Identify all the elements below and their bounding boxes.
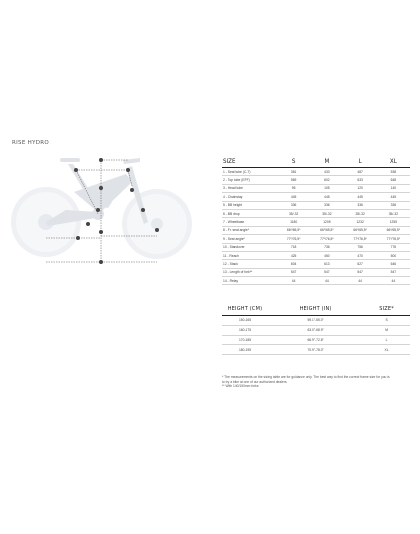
sizing-table — [222, 303, 410, 355]
sizing-row — [222, 335, 410, 345]
geometry-cell: 35/-32 — [310, 209, 343, 217]
sizing-cell: 180-195 — [222, 345, 268, 355]
geometry-cell: 547 — [344, 268, 377, 276]
geometry-cell: 95 — [277, 184, 310, 192]
geometry-cell: 445 — [377, 193, 410, 201]
geometry-cell: 44 — [310, 277, 343, 285]
front-wheel — [122, 189, 192, 259]
geometry-cell: 547 — [277, 268, 310, 276]
geometry-table — [222, 157, 410, 285]
sizing-cell: S — [363, 316, 410, 326]
geometry-cell: 1205 — [310, 218, 343, 226]
geometry-row — [222, 251, 410, 259]
geometry-row-label: 1 - Seat tube (C-T) — [222, 168, 277, 176]
sizing-cell: M — [363, 325, 410, 335]
geometry-row-label: 8 - Fr. seat angle* — [222, 226, 277, 234]
geometry-cell: 1180 — [277, 218, 310, 226]
geometry-cell: 648 — [377, 176, 410, 184]
sizing-row — [222, 345, 410, 355]
geometry-cell: 28/-32 — [344, 209, 377, 217]
geometry-row-label: 6 - BB drop — [222, 209, 277, 217]
geometry-row — [222, 260, 410, 268]
geometry-cell: 336 — [377, 201, 410, 209]
geometry-row — [222, 201, 410, 209]
size-s-header: S — [277, 157, 310, 168]
bike-geometry-diagram — [8, 150, 204, 270]
footnotes — [222, 375, 420, 389]
geometry-row-label: 2 - Top tube (EFF) — [222, 176, 277, 184]
geometry-cell: 66º/65,5º — [377, 226, 410, 234]
geometry-cell: 44 — [277, 277, 310, 285]
geometry-cell: 500 — [377, 251, 410, 259]
geometry-cell: 140 — [377, 184, 410, 192]
sizing-cell: 170-185 — [222, 335, 268, 345]
geometry-cell: 336 — [277, 201, 310, 209]
size-xl-header: XL — [377, 157, 410, 168]
geometry-cell: 77º/76,5º — [344, 235, 377, 243]
geometry-cell: 77º/76,5º — [377, 235, 410, 243]
sizing-cell: 63.0"-68.9" — [268, 325, 363, 335]
geometry-cell: 445 — [277, 193, 310, 201]
geometry-cell: 1232 — [344, 218, 377, 226]
geometry-row — [222, 277, 410, 285]
geometry-cell: 44 — [344, 277, 377, 285]
sizing-cell: XL — [363, 345, 410, 355]
geometry-row-label: 9 - Seat angle* — [222, 235, 277, 243]
geometry-row — [222, 235, 410, 243]
geometry-row-label: 13 - Length of fork** — [222, 268, 277, 276]
geometry-row-label: 12 - Stack — [222, 260, 277, 268]
geometry-row-label: 10 - Standover — [222, 243, 277, 251]
height-in-header: HEIGHT (IN) — [268, 303, 363, 316]
sizing-cell: 66.9"-72.8" — [268, 335, 363, 345]
geometry-cell: 66º/65,5º — [310, 226, 343, 234]
sizing-row — [222, 316, 410, 326]
geometry-cell: 66º/65,5º — [277, 226, 310, 234]
geometry-cell: 105 — [310, 184, 343, 192]
height-cm-header: HEIGHT (CM) — [222, 303, 268, 316]
geometry-cell: 718 — [277, 243, 310, 251]
geometry-cell: 450 — [310, 251, 343, 259]
geometry-row — [222, 243, 410, 251]
geometry-row-label: 5 - BB height — [222, 201, 277, 209]
geometry-cell: 646 — [377, 260, 410, 268]
geometry-cell: 44 — [377, 277, 410, 285]
geometry-row-label: 14 - Relay — [222, 277, 277, 285]
geometry-cell: 381 — [277, 168, 310, 176]
geometry-cell: 538 — [377, 168, 410, 176]
geometry-cell: 569 — [277, 176, 310, 184]
geometry-cell: 604 — [277, 260, 310, 268]
geometry-row — [222, 168, 410, 176]
sizing-header-row — [222, 303, 410, 316]
geometry-cell: 776 — [377, 243, 410, 251]
sizing-row — [222, 325, 410, 335]
geometry-cell: 633 — [344, 176, 377, 184]
geometry-cell: 120 — [344, 184, 377, 192]
geometry-row-label: 3 - Head tube — [222, 184, 277, 192]
geometry-row-label: 7 - Wheelbase — [222, 218, 277, 226]
geometry-row-label: 11 - Reach — [222, 251, 277, 259]
geometry-header-row — [222, 157, 410, 168]
geometry-row — [222, 226, 410, 234]
sizing-cell: 150-165 — [222, 316, 268, 326]
geometry-cell: 66º/65,5º — [344, 226, 377, 234]
size-l-header: L — [344, 157, 377, 168]
geometry-cell: 445 — [310, 193, 343, 201]
geometry-cell: 77º/76,5º — [310, 235, 343, 243]
geometry-row — [222, 218, 410, 226]
footnote: ** With 140/150mm forks — [222, 384, 259, 389]
geometry-row — [222, 193, 410, 201]
geometry-row — [222, 209, 410, 217]
geometry-cell: 77º/76,5º — [277, 235, 310, 243]
geometry-cell: 445 — [344, 193, 377, 201]
sizing-cell: L — [363, 335, 410, 345]
geometry-cell: 487 — [344, 168, 377, 176]
geometry-cell: 35/-32 — [377, 209, 410, 217]
geometry-cell: 547 — [377, 268, 410, 276]
geometry-row-label: 4 - Chainstay — [222, 193, 277, 201]
geometry-cell: 336 — [344, 201, 377, 209]
size-m-header: M — [310, 157, 343, 168]
geometry-cell: 35/-32 — [277, 209, 310, 217]
geometry-cell: 336 — [310, 201, 343, 209]
footnote: * The measurements on the sizing table are for guidance only. The best way to find the correct frame size for you is — [222, 375, 390, 379]
geometry-cell: 613 — [310, 260, 343, 268]
sizing-cell: 160-175 — [222, 325, 268, 335]
geometry-cell: 1255 — [377, 218, 410, 226]
geometry-cell: 425 — [277, 251, 310, 259]
geometry-cell: 602 — [310, 176, 343, 184]
sizing-cell: 59.1"-65.0" — [268, 316, 363, 326]
geometry-row — [222, 184, 410, 192]
model-title: RISE HYDRO — [12, 140, 50, 146]
geometry-row — [222, 268, 410, 276]
sizing-cell: 70.9"-78.0" — [268, 345, 363, 355]
size-header: SIZE — [222, 157, 277, 168]
footnote: to try a bike at one of our authorized dealers. — [222, 379, 288, 384]
geometry-cell: 736 — [310, 243, 343, 251]
geometry-cell: 756 — [344, 243, 377, 251]
geometry-row — [222, 176, 410, 184]
size-header: SIZE* — [363, 303, 410, 316]
geometry-cell: 470 — [344, 251, 377, 259]
geometry-cell: 547 — [310, 268, 343, 276]
geometry-cell: 433 — [310, 168, 343, 176]
geometry-cell: 627 — [344, 260, 377, 268]
